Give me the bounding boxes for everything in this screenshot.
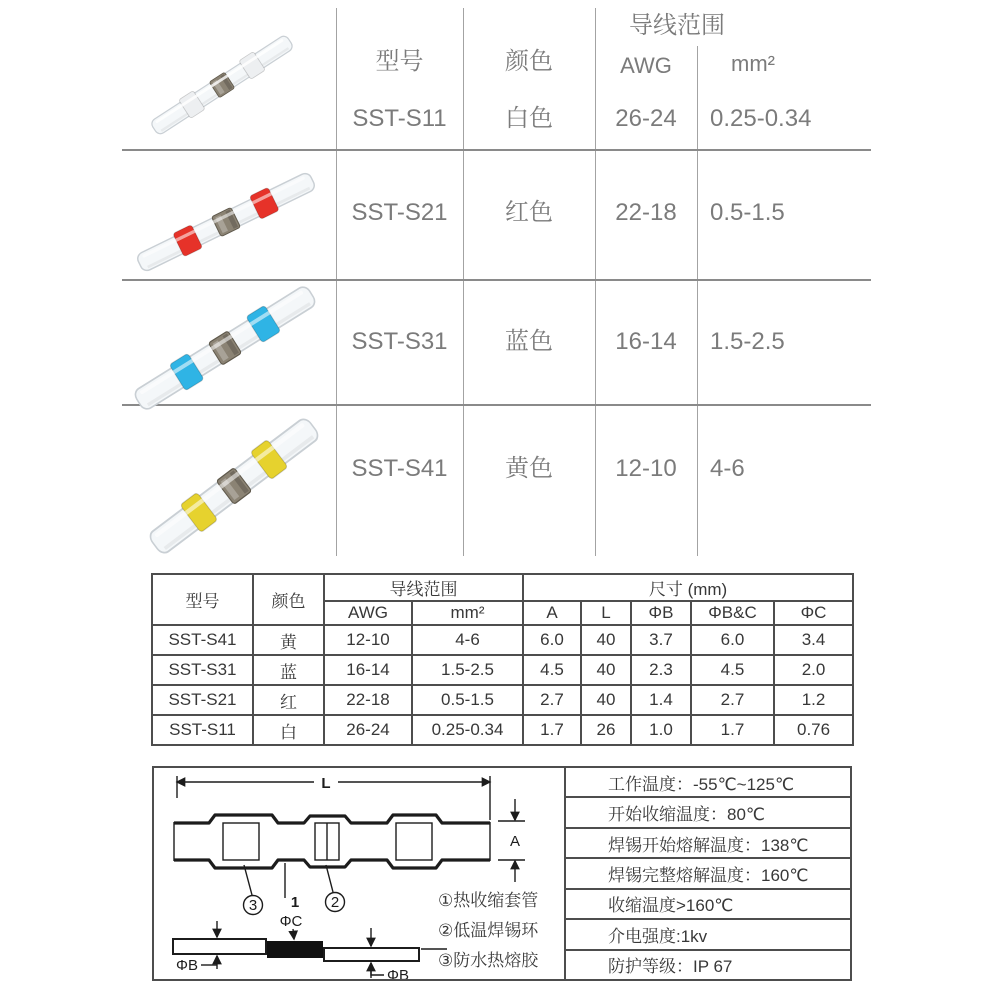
header-l: L: [581, 601, 631, 625]
table-row: [152, 685, 853, 715]
property-protection-rating: 防护等级：IP 67: [608, 957, 733, 977]
dim-label-phi-b-right: ΦB: [387, 967, 409, 979]
cell-color: 红: [253, 685, 324, 715]
table-divider: [697, 46, 698, 556]
thermal-properties-list: [564, 768, 852, 979]
cell-phi-c: 0.76: [774, 715, 853, 745]
awg-cell: 22-18: [615, 199, 677, 226]
dim-label-a: A: [509, 833, 521, 850]
cell-model: SST-S31: [152, 655, 253, 685]
cell-l: 26: [581, 715, 631, 745]
column-header-color: 颜色: [505, 48, 553, 75]
row-divider: [122, 149, 871, 151]
awg-cell: 12-10: [615, 455, 677, 482]
legend-item-heat-shrink-tube: ①热收缩套管: [438, 891, 539, 910]
cell-phi-b: 1.4: [631, 685, 691, 715]
cell-awg: 16-14: [324, 655, 412, 685]
connector-image-blue: [124, 272, 327, 425]
tube-gloss: [139, 290, 303, 395]
model-cell: SST-S41: [351, 455, 448, 482]
connector-drawing: [124, 272, 327, 425]
column-header-mm2: mm²: [731, 51, 775, 76]
cell-model: SST-S11: [152, 715, 253, 745]
connector-drawing: [143, 25, 301, 145]
tube-gloss: [154, 422, 305, 537]
inner-barrel-left: [223, 823, 259, 860]
mm2-cell: 1.5-2.5: [710, 328, 785, 355]
legend-item-hot-melt-glue: ③防水热熔胶: [438, 951, 539, 970]
property-dielectric-strength: 介电强度:1kv: [566, 920, 852, 950]
cell-phi-bc: 1.7: [691, 715, 774, 745]
property-shrink-temp: 收缩温度>160℃: [566, 890, 852, 920]
model-cell: SST-S31: [351, 328, 448, 355]
mm2-cell: 0.5-1.5: [710, 199, 785, 226]
cell-color: 白: [253, 715, 324, 745]
cell-a: 1.7: [523, 715, 581, 745]
dim-arrow-phi-c: [293, 929, 294, 939]
leader-line: [326, 865, 333, 892]
solder-joint: [267, 941, 323, 958]
legend-item-solder-ring: ②低温焊锡环: [438, 921, 539, 940]
connector-drawing: [136, 403, 331, 569]
cell-a: 4.5: [523, 655, 581, 685]
header-color: 颜色: [253, 574, 324, 625]
cell-mm2: 4-6: [412, 625, 523, 655]
awg-cell: 26-24: [615, 105, 677, 132]
color-cell: 黄色: [505, 455, 553, 482]
model-cell: SST-S11: [352, 105, 447, 132]
cell-color: 黄: [253, 625, 324, 655]
wire-left: [173, 939, 266, 954]
callout-number-1: 1: [290, 894, 300, 911]
dim-label-phi-b-left: ΦB: [176, 957, 198, 974]
header-wire-range: 导线范围: [324, 574, 523, 601]
cell-color: 蓝: [253, 655, 324, 685]
dimension-diagram-panel: [152, 766, 852, 981]
mm2-cell: 4-6: [710, 455, 745, 482]
cell-awg: 22-18: [324, 685, 412, 715]
cell-phi-b: 3.7: [631, 625, 691, 655]
cell-phi-b: 1.0: [631, 715, 691, 745]
header-phi-c: ΦC: [774, 601, 853, 625]
cell-l: 40: [581, 685, 631, 715]
cell-awg: 12-10: [324, 625, 412, 655]
cell-phi-bc: 4.5: [691, 655, 774, 685]
cell-phi-c: 3.4: [774, 625, 853, 655]
header-model: 型号: [152, 574, 253, 625]
header-mm2: mm²: [412, 601, 523, 625]
cell-model: SST-S21: [152, 685, 253, 715]
header-a: A: [523, 601, 581, 625]
tube-top-edge: [174, 815, 490, 823]
tube-gloss: [155, 39, 284, 124]
cell-mm2: 0.25-0.34: [412, 715, 523, 745]
cell-l: 40: [581, 655, 631, 685]
tube-gloss: [142, 176, 306, 258]
connector-dimension-diagram: [154, 768, 564, 979]
color-cell: 红色: [505, 199, 553, 226]
cell-phi-bc: 6.0: [691, 625, 774, 655]
callout-number-3: 3: [248, 897, 258, 914]
dim-label-phi-c: ΦC: [279, 913, 303, 930]
cell-awg: 26-24: [324, 715, 412, 745]
header-phi-bc: ΦB&C: [691, 601, 774, 625]
leader-line: [371, 966, 384, 975]
property-solder-melt-start-temp: 焊锡开始熔解温度：138℃: [566, 829, 852, 859]
row-divider: [122, 279, 871, 281]
table-row: [152, 625, 853, 655]
color-cell: 白色: [505, 105, 553, 132]
tube-bottom-edge: [174, 860, 490, 868]
diagram-legend: [438, 886, 538, 976]
column-header-model: 型号: [375, 48, 424, 75]
mm2-cell: 0.25-0.34: [710, 105, 812, 132]
callout-number-2: 2: [330, 894, 340, 911]
header-size-mm: 尺寸 (mm): [523, 574, 853, 601]
cell-phi-c: 2.0: [774, 655, 853, 685]
connector-drawing: [129, 160, 324, 284]
wire-right: [324, 948, 419, 961]
inner-barrel-right: [396, 823, 432, 860]
connector-image-yellow: [136, 403, 331, 569]
header-phi-b: ΦB: [631, 601, 691, 625]
column-header-awg: AWG: [620, 53, 672, 78]
model-cell: SST-S21: [351, 199, 448, 226]
connector-image-white: [143, 25, 301, 145]
color-cell: 蓝色: [505, 328, 553, 355]
cell-phi-c: 1.2: [774, 685, 853, 715]
cell-phi-b: 2.3: [631, 655, 691, 685]
property-solder-melt-full-temp: 焊锡完整熔解温度：160℃: [566, 859, 852, 889]
cell-a: 6.0: [523, 625, 581, 655]
table-row: [152, 715, 853, 745]
size-spec-table: [151, 573, 854, 746]
property-shrink-start-temp: 开始收缩温度：80℃: [566, 798, 852, 828]
cell-a: 2.7: [523, 685, 581, 715]
cell-phi-bc: 2.7: [691, 685, 774, 715]
awg-cell: 16-14: [615, 328, 677, 355]
cell-l: 40: [581, 625, 631, 655]
cell-mm2: 1.5-2.5: [412, 655, 523, 685]
cell-model: SST-S41: [152, 625, 253, 655]
column-header-wire-range: 导线范围: [629, 12, 725, 39]
connector-image-red: [129, 160, 324, 284]
property-working-temp: 工作温度：-55℃~125℃: [566, 768, 852, 798]
header-awg: AWG: [324, 601, 412, 625]
dim-label-l: L: [321, 775, 331, 792]
table-row: [152, 655, 853, 685]
row-divider: [122, 404, 871, 406]
cell-mm2: 0.5-1.5: [412, 685, 523, 715]
